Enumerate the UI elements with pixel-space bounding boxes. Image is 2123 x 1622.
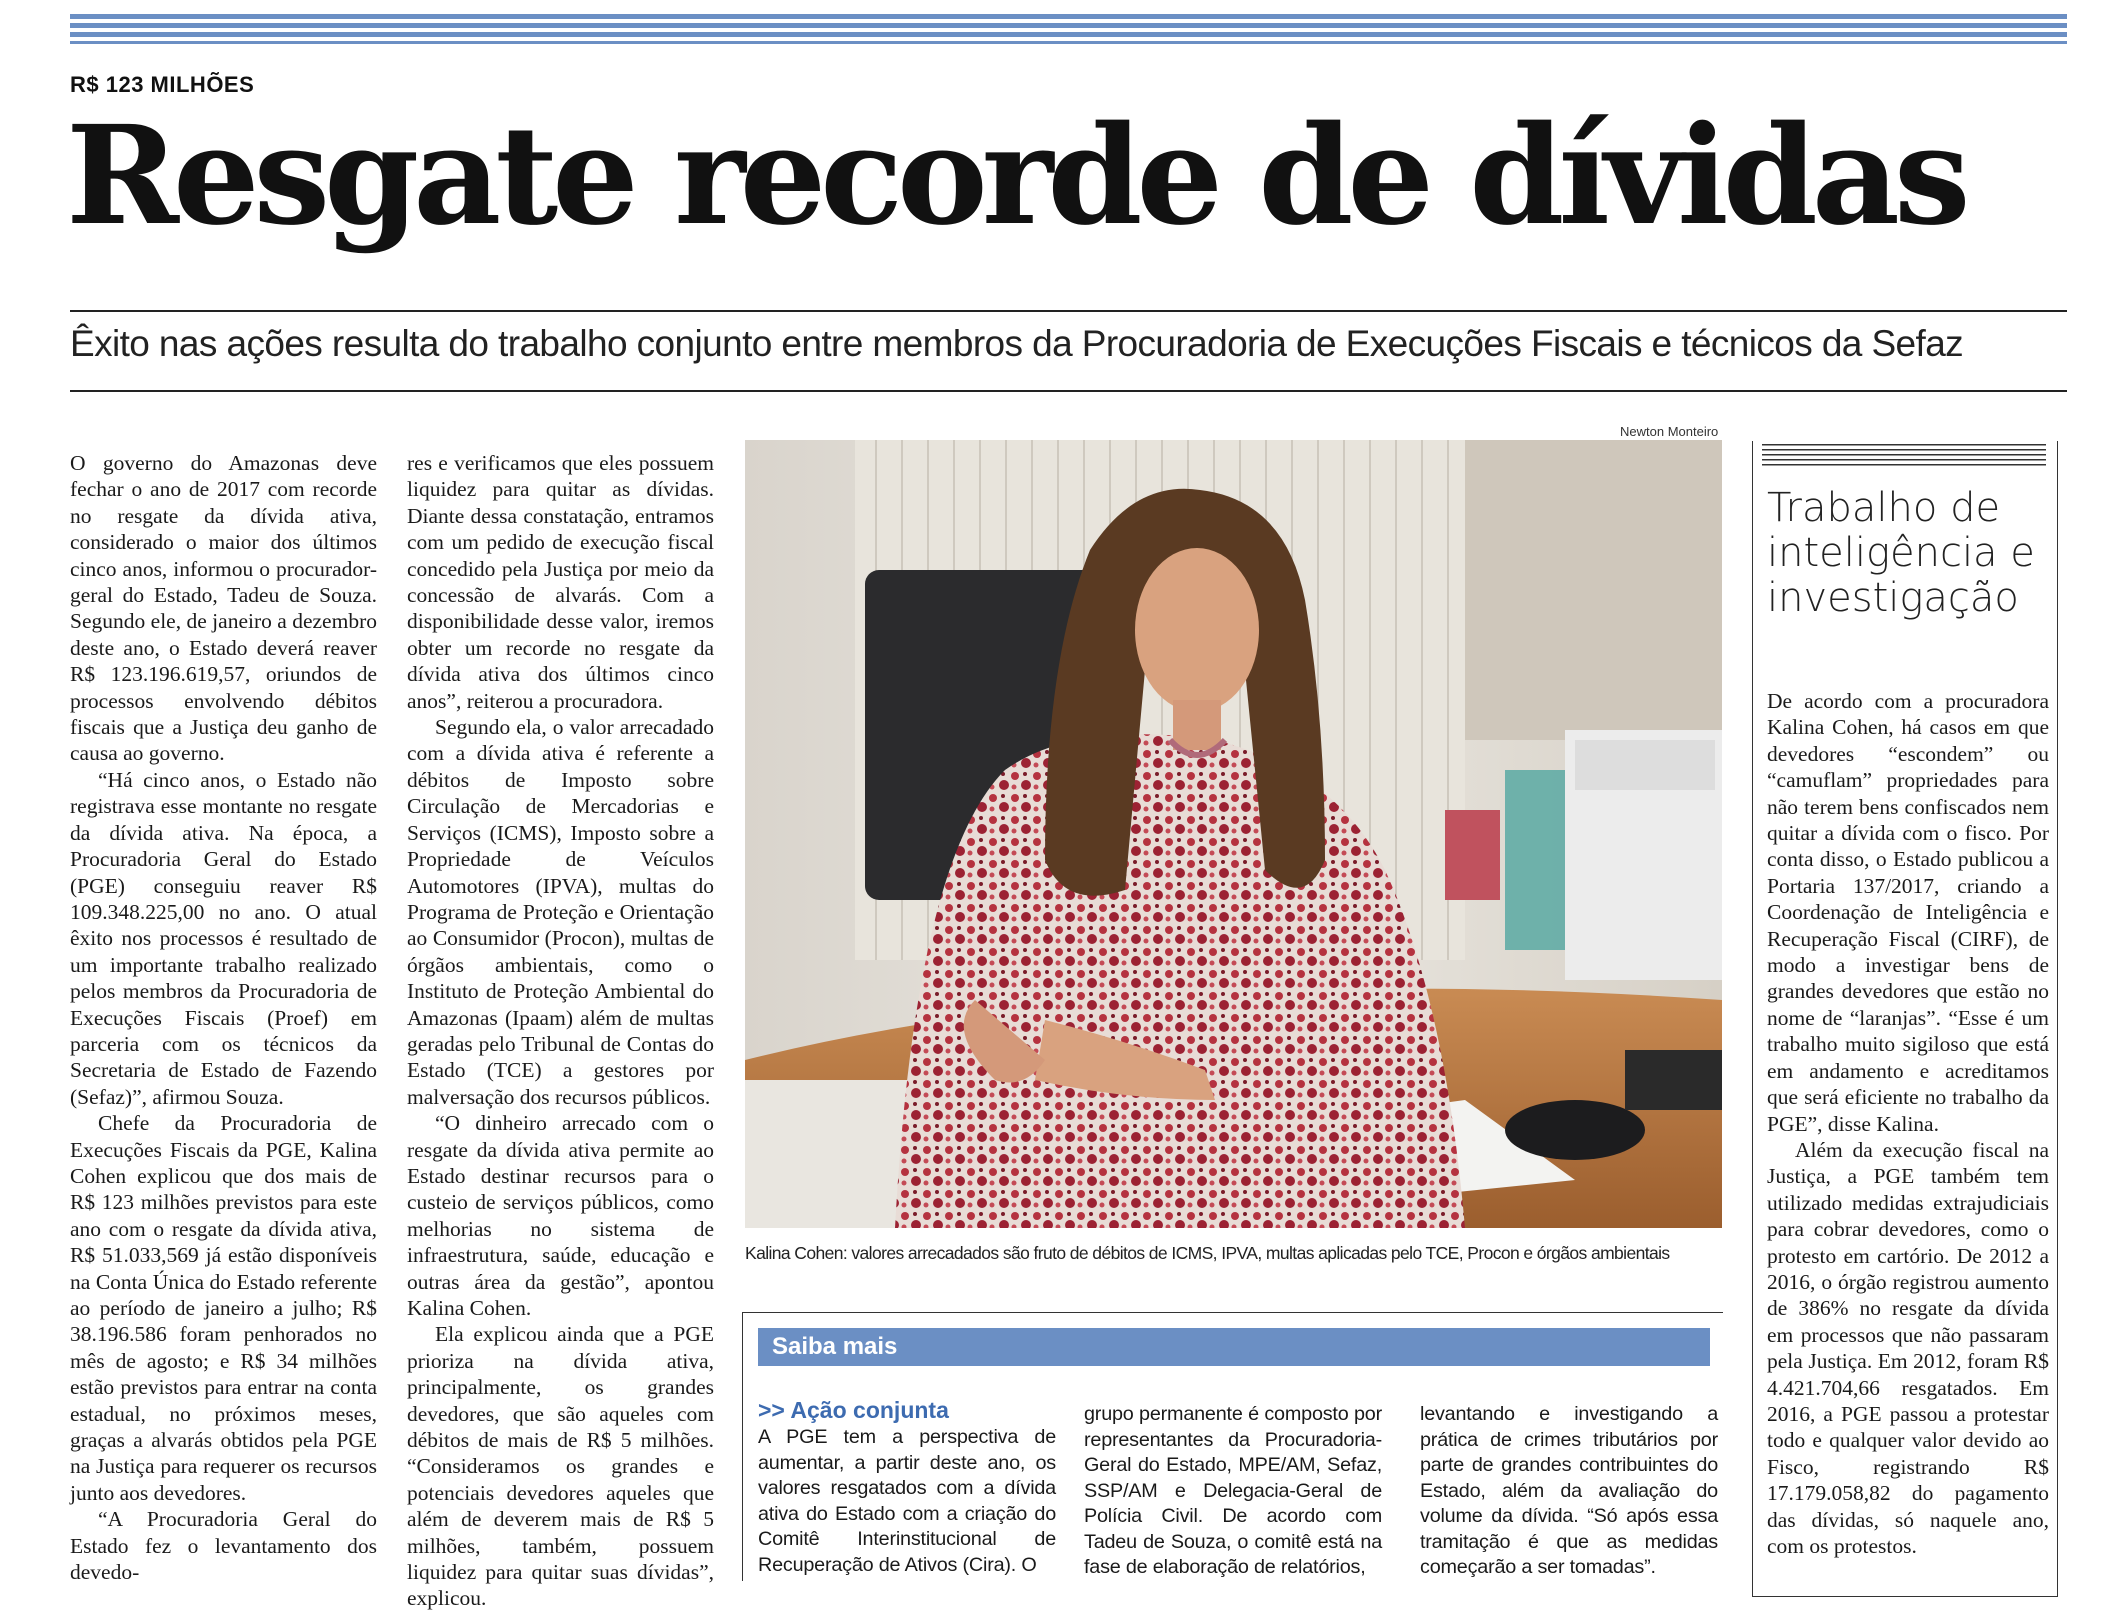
paragraph: De acordo com a procuradora Kalina Cohen, há casos em que devedores “escondem” ou “camuflam” propriedades para não terem bens confiscados nem quitar a dívida com o fisco. Por conta disso, o Estado publicou a Portaria 137/2017, criando a Coordenação de Inteligência e Recuperação Fiscal (CIRF), de modo a investigar bens de grandes devedores que estão no nome de “laranjas”. “Esse é um trabalho muito sigiloso que está em andamento e acreditamos que será eficiente no trabalho da PGE”, disse Kalina. bbox=[1767, 689, 2049, 1136]
saiba-mais-column-3: levantando e investigando a prática de crimes tributários por parte de grandes contribuintes do Estado, além da avaliação do volume da dívida. “Só após essa tramitação é que as medidas começarão a ser tomadas”. bbox=[1420, 1403, 1718, 1578]
sidebar-text bbox=[1767, 688, 2049, 1559]
kicker: R$ 123 MILHÕES bbox=[70, 72, 255, 97]
saiba-mais-column-2: grupo permanente é composto por representantes da Procuradoria-Geral do Estado, MPE/AM, Sefaz, SSP/AM e Delegacia-Geral de Polícia Civil. De acordo com Tadeu de Souza, o comitê está na fase de elaboração de relatórios, bbox=[1084, 1403, 1382, 1578]
paragraph: Chefe da Procuradoria de Execuções Fiscais da PGE, Kalina Cohen explicou que dos mais de R$ 123 milhões previstos para este ano com o resgate da dívida ativa, R$ 51.033,569 já estão disponíveis na Conta Única do Estado referente ao período de janeiro a julho; R$ 38.196.586 foram penhorados no mês de agosto; e R$ 34 milhões estão previstos para entrar na conta estadual, no próximos meses, graças a alvarás obtidos pela PGE na Justiça para requerer os recursos junto aos devedores. bbox=[70, 1111, 377, 1505]
article-column-2 bbox=[407, 450, 714, 1612]
photo-kalina-cohen bbox=[745, 440, 1722, 1228]
headline: Resgate recorde de dívidas bbox=[66, 96, 1965, 256]
photo-illustration bbox=[745, 440, 1722, 1228]
paragraph: “A Procuradoria Geral do Estado fez o levantamento dos devedo- bbox=[70, 1507, 377, 1585]
article-column-1 bbox=[70, 450, 377, 1585]
paragraph: Ela explicou ainda que a PGE prioriza na dívida ativa, principalmente, os grandes devedores, que são aqueles com débitos de mais de R$ 5 milhões. “Consideramos os grandes e potenciais devedores aqueles que além de deverem mais de R$ 5 milhões, também, possuem liquidez para quitar suas dívidas”, explicou. bbox=[407, 1322, 714, 1611]
subhead-bottom-rule bbox=[70, 390, 2067, 392]
subheadline: Êxito nas ações resulta do trabalho conjunto entre membros da Procuradoria de Execuções Fiscais e técnicos da Sefaz bbox=[70, 323, 1964, 364]
saiba-mais-label: Saiba mais bbox=[772, 1333, 898, 1360]
paragraph: O governo do Amazonas deve fechar o ano de 2017 com recorde no resgate da dívida ativa, considerado o maior dos últimos cinco anos, informou o procurador-geral do Estado, Tadeu de Souza. Segundo ele, de janeiro a dezembro deste ano, o Estado deverá reaver R$ 123.196.619,57, oriundos de processos envolvendo débitos fiscais que a Justiça deu ganho de causa ao governo. bbox=[70, 451, 377, 766]
paragraph: res e verificamos que eles possuem liquidez para quitar as dívidas. Diante dessa constatação, entramos com um pedido de execução fiscal concedido pela Justiça por meio da concessão de alvarás. Com a disponibilidade desse valor, iremos obter um recorde no resgate da dívida ativa dos últimos cinco anos”, reiterou a procuradora. bbox=[407, 451, 714, 713]
saiba-mais-column-1: A PGE tem a perspectiva de aumentar, a partir deste ano, os valores resgatados com a dívida ativa do Estado com a criação do Comitê Interinstitucional de Recuperação de Ativos (Cira). O bbox=[758, 1426, 1056, 1576]
photo-caption: Kalina Cohen: valores arrecadados são fruto de débitos de ICMS, IPVA, multas aplicadas pelo TCE, Procon e órgãos ambientais bbox=[745, 1243, 1670, 1263]
top-stripe-bar bbox=[70, 14, 2067, 44]
saiba-mais-subtitle: >> Ação conjunta bbox=[758, 1397, 949, 1423]
sidebar-title: Trabalho de inteligência e investigação bbox=[1767, 485, 2035, 621]
paragraph: Segundo ela, o valor arrecadado com a dívida ativa é referente a débitos de Imposto sobre Circulação de Mercadorias e Serviços (ICMS), Imposto sobre a Propriedade de Veículos Automotores (IPVA), multas do Programa de Proteção e Orientação ao Consumidor (Procon), multas de órgãos ambientais, como o Instituto de Proteção Ambiental do Amazonas (Ipaam) além de multas geradas pelo Tribunal de Contas do Estado (TCE) a gestores por malversação dos recursos públicos. bbox=[407, 715, 714, 1109]
paragraph: Além da execução fiscal na Justiça, a PGE também tem utilizado medidas extrajudiciais para cobrar devedores, como o protesto em cartório. De 2012 a 2016, o órgão registrou aumento de 386% no resgate da dívida em processos que não passaram pela Justiça. Em 2012, foram R$ 4.421.704,66 resgatados. Em 2016, a PGE passou a protestar todo e qualquer valor devido ao Fisco, registrando R$ 17.179.058,82 do pagamento das dívidas, só naquele ano, com os protestos. bbox=[1767, 1137, 2049, 1558]
photo-credit: Newton Monteiro bbox=[1620, 424, 1719, 439]
saiba-mais-header-bar bbox=[758, 1328, 1710, 1366]
sidebar-top-lines bbox=[1762, 444, 2046, 466]
paragraph: “O dinheiro arrecado com o resgate da dívida ativa permite ao Estado destinar recursos para o custeio de serviços públicos, como melhorias no sistema de infraestrutura, saúde, educação e outras área da gestão”, apontou Kalina Cohen. bbox=[407, 1111, 714, 1320]
subhead-top-rule bbox=[70, 310, 2067, 312]
paragraph: “Há cinco anos, o Estado não registrava esse montante no resgate da dívida ativa. Na época, a Procuradoria Geral do Estado (PGE) conseguiu reaver R$ 109.348.225,00 no ano. O atual êxito nos processos é resultado de um importante trabalho realizado pelos membros da Procuradoria de Execuções Fiscais (Proef) em parceria com os técnicos da Secretaria de Estado de Fazendo (Sefaz)”, afirmou Souza. bbox=[70, 767, 377, 1109]
